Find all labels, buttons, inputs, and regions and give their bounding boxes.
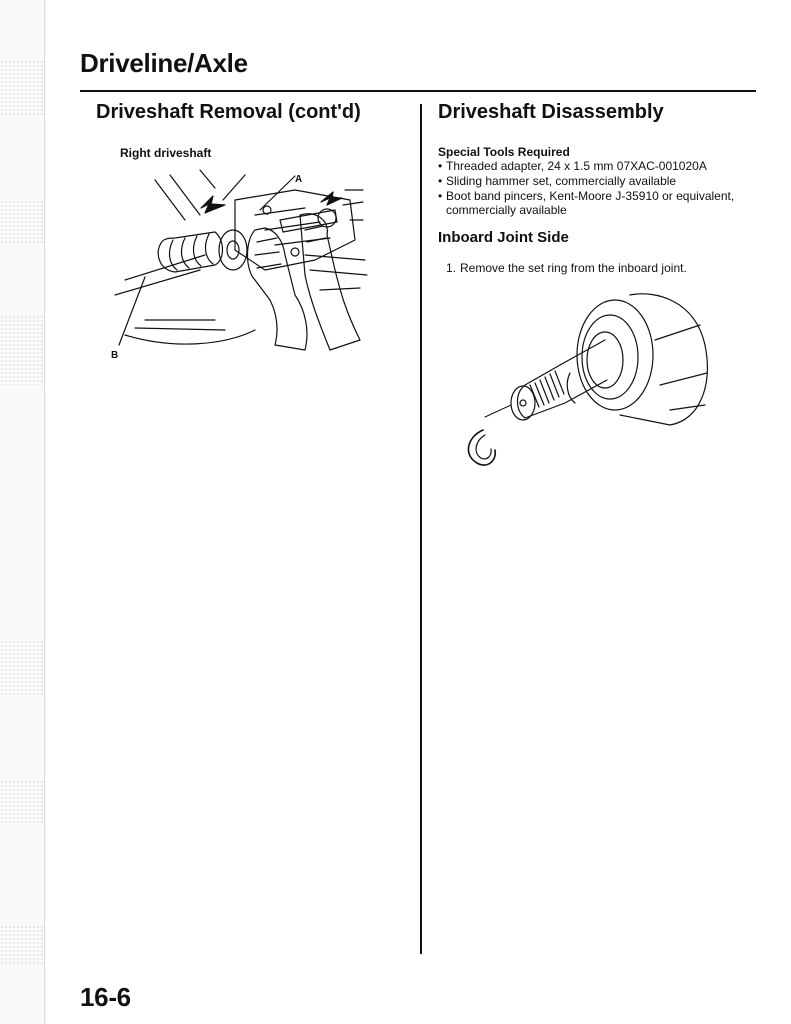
title-rule [80,90,756,92]
hand-right-fingers [305,226,326,242]
callout-line-a [260,176,295,210]
right-column-heading: Driveshaft Disassembly [438,101,664,123]
inboard-joint-subheading: Inboard Joint Side [438,229,569,246]
hand-left [248,228,307,350]
left-column-heading: Driveshaft Removal (cont'd) [96,101,361,123]
callout-line-b [119,277,145,345]
tool-item: • Threaded adapter, 24 x 1.5 mm 07XAC-001020A [438,159,768,174]
hand-right [300,214,360,350]
shaft-center [520,400,526,406]
scan-speckle [0,780,44,825]
removal-line [485,405,511,417]
hub-center [227,241,239,259]
tool-item: • Sliding hammer set, commercially available [438,174,768,189]
frame-line [343,190,363,220]
callout-b: B [111,350,119,361]
column-divider [420,104,422,954]
section-title: Driveline/Axle [80,48,248,78]
hand-left-fingers [255,238,281,268]
scan-speckle [0,200,44,245]
right-driveshaft-illustration [105,160,375,365]
scan-speckle [0,925,44,965]
scan-speckle [0,640,44,695]
step-text: Remove the set ring from the inboard joint. [460,261,687,275]
splined-end [518,365,566,418]
special-tools-list [438,159,768,218]
special-tools-heading: Special Tools Required [438,145,570,159]
figure-caption: Right driveshaft [120,146,212,160]
callout-a: A [295,174,303,185]
joint-housing [620,294,707,425]
scan-speckle [0,60,44,115]
housing-face [577,300,653,410]
step-number: 1. [446,261,457,275]
cv-joint-boot [158,232,222,272]
arrow-left [201,196,225,213]
binding-edge [0,0,46,1024]
set-ring [468,430,495,465]
tool-item: • Boot band pincers, Kent-Moore J-35910 or equivalent, commercially available [438,189,768,219]
arrow-right [321,192,342,205]
frame-line [155,170,245,220]
scan-speckle [0,315,44,385]
inboard-joint-illustration [455,285,730,475]
spline-face [511,386,535,420]
housing-lines [655,325,707,410]
procedure-step [446,261,687,275]
frame-line [135,320,225,330]
binding-line [44,0,45,1024]
hub [219,230,247,270]
set-ring-inner [476,435,491,459]
page-number: 16-6 [80,982,131,1012]
bolt-hole [291,248,299,256]
